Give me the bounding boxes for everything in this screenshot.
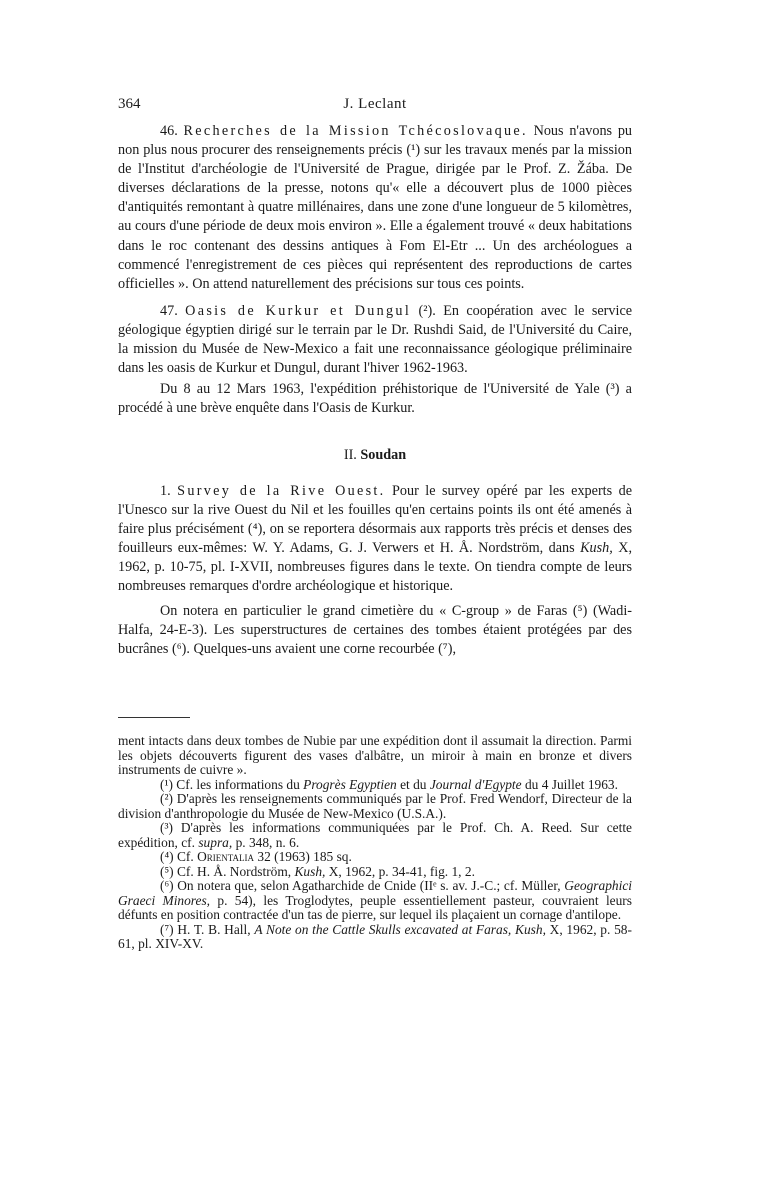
footnote-3-post: p. 348, n. 6. [235,834,300,850]
footnote-3-label: (³) [160,820,173,835]
section-47-text: En coopération avec le service géologique égyptien dirigé sur le terrain par le Dr. Rushdi Said, de l'Université du Caire, la mission du Musée de New-Mexico a fait une reconnaissance géologique préliminaire dans les oasis de Kurkur et Dungul, durant l'hiver 1962-1963. [118,302,633,377]
footnote-4-journal: Orientalia [197,849,255,864]
footnote-5-post: X, 1962, p. 34-41, fig. 1, 2. [328,863,475,879]
footnote-6-label: (⁶) [160,878,174,893]
section-47-paragraph [118,302,632,378]
footnote-6 [118,879,632,923]
section-46-number: 46. [160,123,178,139]
footnote-7-post: X, 1962, p. 58-61, pl. XIV-XV. [118,921,632,951]
section-46-text: Nous n'avons pu non plus nous procurer des renseignements précis (¹) sur les travaux menés par la mission de l'Institut d'archéologie de l'Université de Prague, dirigée par le Prof. Z. Žába. De diverses déclarations de la presse, notons qu'« elle a découvert plus de 1000 pièces d'antiquités remontant à quatre millénaires, dans une zone d'une longueur de 5 kilomètres, au cours d'une période de deux mois environ ». Elle a également trouvé « deux habitations dans le roc contenant des dessins antiques à Fom El-Etr ... Un des archéologues a commencé l'enregistrement de ces pièces qui représentent des reproductions de cartes officielles ». On attend naturellement des précisions sur tous ces points. [118,123,633,292]
running-title: J. Leclant [343,96,407,112]
section-46-paragraph [118,122,632,294]
section-1-text-after: X, 1962, p. 10-75, pl. I-XVII, nombreuses figures dans le texte. On tiendra compte de leurs nombreuses remarques d'ordre archéologique et historique. [118,539,633,594]
footnote-4-post: 32 (1963) 185 sq. [257,849,352,864]
part-heading [118,446,632,465]
section-1-title: Survey de la Rive Ouest. [177,482,386,499]
footnote-1 [118,778,632,793]
footnote-6-pre: On notera que, selon Agatharchide de Cnide (IIᵉ s. av. J.-C.; cf. Müller, [177,878,561,893]
footnote-5-label: (⁵) [160,863,174,879]
footnote-3 [118,821,632,850]
footnote-4-pre: Cf. [176,849,194,864]
footnote-7-pre: H. T. B. Hall, [177,921,251,937]
footnote-5-pre: Cf. H. Å. Nordström, [176,863,292,879]
footnote-2-text: D'après les renseignements communiqués par le Prof. Fred Wendorf, Directeur de la division d'anthropologie du Musée de New-Mexico (U.S.A.). [118,791,632,821]
footnote-1-mid: et du [400,776,427,792]
footnote-3-pre: D'après les informations communiquées par le Prof. Ch. A. Reed. Sur cette expédition, cf. [118,820,632,850]
section-47-title: Oasis de Kurkur et Dungul [185,302,412,319]
page-number: 364 [118,96,141,112]
footnotes [118,734,632,952]
page-header [118,96,632,118]
footnote-1-title-1: Progrès Egyptien [303,776,397,792]
footnote-1-title-2: Journal d'Egypte [429,776,522,792]
footnote-continuation: ment intacts dans deux tombes de Nubie par une expédition dont il assumait la direction. Parmi les objets découverts figurent des vases d'albâtre, un miroir à main en bronze et divers instruments de cuivre ». [118,733,632,777]
section-47-paragraph-2: Du 8 au 12 Mars 1963, l'expédition préhistorique de l'Université de Yale (³) a procédé à une brève enquête dans l'Oasis de Kurkur. [118,381,632,417]
section-47-note-ref: (²). [418,302,436,319]
footnote-5 [118,865,632,880]
section-1-number: 1. [160,482,171,499]
section-1-paragraph [118,482,632,597]
footnote-2-label: (²) [160,791,173,806]
footnote-1-pre: Cf. les informations du [176,776,300,792]
part-title: Soudan [360,447,407,464]
footnote-6-title: Geographici Graeci Minores, [118,878,632,908]
footnote-7-title: A Note on the Cattle Skulls excavated at Faras, [254,921,512,937]
footnote-7-label: (⁷) [160,921,174,937]
section-1-text: Pour le survey opéré par les experts de l'Unesco sur la rive Ouest du Nil et les fouilles qu'en certains points ils ont été amenés à faire plus précisément (⁴), on se reportera désormais aux rapports très précis et denses des fouilleurs eux-mêmes: W. Y. Adams, G. J. Verwers et H. Å. Nordström, dans [118,482,633,556]
footnote-1-label: (¹) [160,776,173,792]
footnote-7-journal: Kush, [515,921,546,937]
footnote-rule [118,717,190,718]
section-1-paragraph-2: On notera en particulier le grand cimetière du « C-group » de Faras (⁵) (Wadi-Halfa, 24-E-3). Les superstructures de certaines des tombes étaient protégées par des bucrânes (⁶). Quelques-uns avaient une corne recourbée (⁷), [118,603,632,658]
footnote-5-journal: Kush, [294,863,326,879]
footnote-6-post: p. 54), les Troglodytes, peuple essentiellement pasteur, couvraient leurs défunts en position contractée d'un tas de pierre, sur lequel ils plaçaient un cornage d'antilope. [118,892,632,922]
section-46-title: Recherches de la Mission Tchécoslovaque. [183,123,528,139]
footnote-3-supra: supra, [198,834,233,850]
part-numeral: II. [343,447,357,464]
section-1-journal: Kush, [580,539,613,556]
footnote-4-label: (⁴) [160,849,174,864]
footnote-4 [118,850,632,865]
footnote-1-post: du 4 Juillet 1963. [524,776,618,792]
footnote-7 [118,923,632,952]
section-47-number: 47. [160,302,178,319]
main-text [118,122,632,665]
footnote-2 [118,792,632,821]
